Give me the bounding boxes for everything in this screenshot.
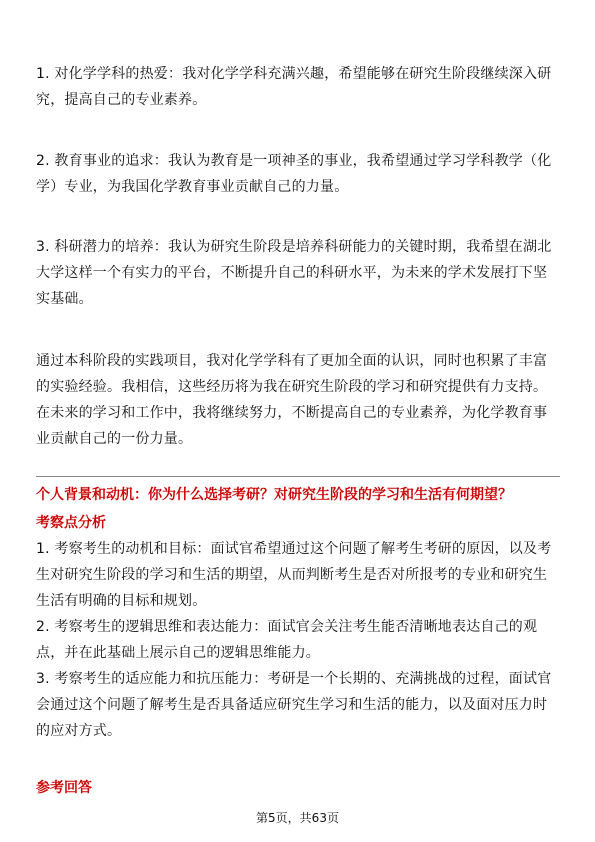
analysis-item-1: 1. 考察考生的动机和目标：面试官希望通过这个问题了解考生考研的原因，以及考生对研究生阶段的学习和生活的期望，从而判断考生是否对所报考的专业和研究生生活有明确的目标和规划。: [36, 541, 552, 609]
paragraph-summary: 通过本科阶段的实践项目，我对化学学科有了更加全面的认识，同时也积累了丰富的实验经验。我相信，这些经历将为我在研究生阶段的学习和研究提供有力支持。在未来的学习和工作中，我将继续努力，不断提高自己的专业素养，为化学教育事业贡献自己的一份力量。: [36, 353, 548, 447]
analysis-item-3: 3. 考察考生的适应能力和抗压能力：考研是一个长期的、充满挑战的过程，面试官会通过这个问题了解考生是否具备适应研究生学习和生活的能力，以及面对压力时的应对方式。: [36, 671, 552, 739]
analysis-heading: 考察点分析: [36, 515, 106, 531]
analysis-list: [36, 536, 560, 744]
paragraph-3: 3. 科研潜力的培养：我认为研究生阶段是培养科研能力的关键时期，我希望在湖北大学这样一个有实力的平台，不断提升自己的科研水平，为未来的学术发展打下坚实基础。: [36, 239, 552, 307]
paragraph-1: 1. 对化学学科的热爱：我对化学学科充满兴趣，希望能够在研究生阶段继续深入研究，提高自己的专业素养。: [36, 66, 552, 108]
paragraph-2: 2. 教育事业的追求：我认为教育是一项神圣的事业，我希望通过学习学科教学（化学）专业，为我国化学教育事业贡献自己的力量。: [36, 153, 552, 195]
page-number-footer: 第5页，共63页: [256, 811, 339, 825]
analysis-item-2: 2. 考察考生的逻辑思维和表达能力：面试官会关注考生能否清晰地表达自己的观点，并在此基础上展示自己的逻辑思维能力。: [36, 619, 538, 661]
section-divider: [36, 476, 560, 477]
reference-answer-heading: 参考回答: [36, 780, 92, 796]
question-heading: 个人背景和动机：你为什么选择考研？对研究生阶段的学习和生活有何期望？: [36, 487, 512, 503]
